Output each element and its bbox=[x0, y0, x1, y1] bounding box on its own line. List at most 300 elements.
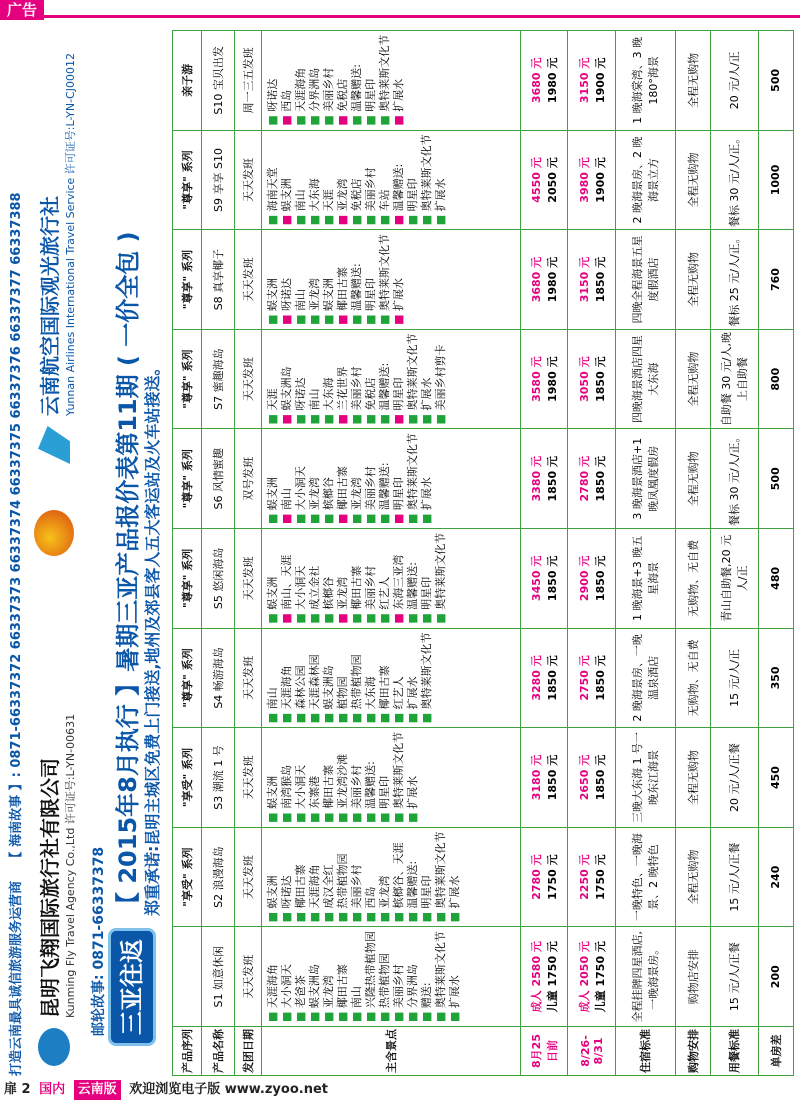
slogan-bar bbox=[4, 30, 30, 1076]
child-price: 1850 元 bbox=[593, 356, 607, 402]
meal-cell: 自助餐 30 元/人,晚上自助餐 bbox=[711, 329, 759, 429]
hotel-cell: 全程挂牌四星酒店,一晚海景房。 bbox=[615, 927, 675, 1027]
attraction-item: ■ 美丽乡村 bbox=[322, 35, 336, 126]
attraction-item: ■ 南山 bbox=[308, 334, 322, 425]
shop-cell: 全程无购物 bbox=[675, 31, 710, 131]
single-cell: 450 bbox=[758, 728, 793, 828]
meal-cell: 15 元/人/正餐 bbox=[711, 827, 759, 927]
attraction-item: ■ 蜈支洲 bbox=[266, 533, 280, 624]
row-label: 8/26-8/31 bbox=[568, 1027, 616, 1076]
attraction-item: ■ 美丽乡村剪卡 bbox=[434, 334, 448, 425]
attraction-item: ■ 温馨赠送: bbox=[378, 433, 392, 524]
series-cell: "尊享" 系列 bbox=[173, 230, 202, 330]
attraction-item: ■ 分界洲岛 bbox=[406, 931, 420, 1022]
attraction-item: ■ 美丽乡村 bbox=[392, 931, 406, 1022]
name-cell: S9 享享 S10 bbox=[201, 130, 234, 230]
child-price: 1850 元 bbox=[546, 555, 560, 602]
child-price: 1750 元 bbox=[546, 854, 560, 900]
adult-price: 3180 元 bbox=[530, 754, 544, 801]
row-label: 产品名称 bbox=[201, 1027, 234, 1076]
name-cell: S2 浪漫海岛 bbox=[201, 827, 234, 927]
route-badge: 三亚往返 bbox=[108, 928, 156, 1046]
date-cell: 天天发班 bbox=[235, 628, 262, 728]
series-cell: "尊享" 系列 bbox=[173, 130, 202, 230]
adult-price: 2250 元 bbox=[577, 854, 591, 900]
adult-price: 3680 元 bbox=[530, 256, 544, 303]
attraction-item: ■ 椰田古寨 bbox=[350, 533, 364, 624]
price-cell bbox=[568, 728, 616, 828]
child-price: 1850 元 bbox=[593, 256, 607, 303]
attraction-item: ■ 槟榔谷、天涯 bbox=[392, 832, 406, 923]
attraction-item: ■ 南山 bbox=[350, 931, 364, 1022]
hotel-cell: 一晚特色、一晚海景、2 晚特色 bbox=[615, 827, 675, 927]
shop-cell: 购物店安排 bbox=[675, 927, 710, 1027]
attraction-item: ■ 成汉全红 bbox=[322, 832, 336, 923]
attraction-item: ■ 椰田古寨 bbox=[336, 234, 350, 325]
adult-price: 成人 2050 元 bbox=[577, 941, 591, 1013]
attraction-item: ■ 呀诺达 bbox=[294, 334, 308, 425]
attraction-item: ■ 椰田古寨 bbox=[378, 633, 392, 724]
meal-cell: 餐标 30 元/人/正。 bbox=[711, 429, 759, 529]
row-label: 8月25日前 bbox=[520, 1027, 568, 1076]
hotel-cell: 2 晚海景房、2 晚海景立方 bbox=[615, 130, 675, 230]
attraction-item: ■ 奥特莱斯文化节 bbox=[434, 931, 448, 1022]
child-price: 1980 元 bbox=[546, 57, 560, 104]
child-price: 1850 元 bbox=[593, 655, 607, 701]
attraction-item: ■ 扩展水 bbox=[406, 732, 420, 823]
rotated-page bbox=[4, 30, 794, 1076]
attraction-item: ■ 南山、天涯 bbox=[280, 533, 294, 624]
attraction-item: ■ 赠送: bbox=[420, 931, 434, 1022]
table-row bbox=[261, 31, 520, 1076]
shop-cell: 全程无购物 bbox=[675, 130, 710, 230]
table-row bbox=[520, 31, 568, 1076]
adult-price: 3150 元 bbox=[577, 57, 591, 104]
child-price: 1850 元 bbox=[593, 754, 607, 801]
shop-cell: 无购物、无自费 bbox=[675, 628, 710, 728]
attraction-item: ■ 美丽乡村 bbox=[350, 732, 364, 823]
attraction-item: ■ 兴隆热带植物园 bbox=[364, 931, 378, 1022]
attraction-item: ■ 亚龙湾 bbox=[336, 533, 350, 624]
hotel-cell: 1 晚海景+3 晚五星海景 bbox=[615, 529, 675, 629]
attraction-item: ■ 明星印 bbox=[364, 35, 378, 126]
yunnan-airlines-logo-icon bbox=[38, 426, 70, 464]
attraction-item: ■ 奥特莱斯文化节 bbox=[406, 334, 420, 425]
attraction-item: ■ 蜈支洲岛 bbox=[280, 334, 294, 425]
attraction-item: ■ 大东海 bbox=[364, 633, 378, 724]
attraction-item: ■ 奥特莱斯文化节 bbox=[420, 633, 434, 724]
attraction-item: ■ 扩展水 bbox=[406, 633, 420, 724]
price-cell bbox=[568, 31, 616, 131]
attractions-cell bbox=[261, 230, 520, 330]
page-title: 【 2015年8月执行 】暑期三亚产品报价表第11期 ( 一价全包 ) bbox=[114, 231, 142, 916]
series-cell: 亲子游 bbox=[173, 31, 202, 131]
attraction-item: ■ 蜈支洲 bbox=[266, 234, 280, 325]
attraction-item: ■ 扩展水 bbox=[420, 433, 434, 524]
attraction-item: ■ 温馨赠送: bbox=[364, 732, 378, 823]
attraction-item: ■ 椰田古寨 bbox=[294, 832, 308, 923]
attraction-item: ■ 美丽乡村 bbox=[364, 135, 378, 226]
series-cell: "尊享" 系列 bbox=[173, 429, 202, 529]
attractions-cell bbox=[261, 728, 520, 828]
price-cell bbox=[520, 31, 568, 131]
header bbox=[4, 30, 169, 1076]
shop-cell: 全程无购物 bbox=[675, 827, 710, 927]
attraction-item: ■ 明星印 bbox=[378, 732, 392, 823]
attraction-item: ■ 温馨赠送: bbox=[378, 334, 392, 425]
attraction-item: ■ 槟榔谷 bbox=[322, 533, 336, 624]
name-cell: S8 真享椰子 bbox=[201, 230, 234, 330]
hotel-cell: 1 晚海棠湾、3 晚 180°海景 bbox=[615, 31, 675, 131]
attraction-item: ■ 呀诺达 bbox=[280, 234, 294, 325]
attraction-item: ■ 亚龙湾 bbox=[336, 135, 350, 226]
attraction-item: ■ 温馨赠送: bbox=[350, 234, 364, 325]
attraction-item: ■ 免税店 bbox=[350, 135, 364, 226]
attraction-item: ■ 明星印 bbox=[364, 234, 378, 325]
adult-price: 3150 元 bbox=[577, 256, 591, 303]
attractions-cell bbox=[261, 429, 520, 529]
child-price: 1900 元 bbox=[593, 157, 607, 203]
attraction-item: ■ 天涯海角 bbox=[266, 931, 280, 1022]
attraction-item: ■ 奥特莱斯文化节 bbox=[434, 533, 448, 624]
attraction-item: ■ 热带植物园 bbox=[378, 931, 392, 1022]
hotel-cell: 2 晚海景房、一晚温泉酒店 bbox=[615, 628, 675, 728]
attraction-item: ■ 天涯森林园 bbox=[308, 633, 322, 724]
attraction-item: ■ 老爸茶 bbox=[294, 931, 308, 1022]
name-cell: S5 悠闲海岛 bbox=[201, 529, 234, 629]
attraction-item: ■ 东寨港 bbox=[308, 732, 322, 823]
footer bbox=[0, 1080, 800, 1100]
name-cell: S7 蜜趣海岛 bbox=[201, 329, 234, 429]
single-cell: 480 bbox=[758, 529, 793, 629]
attraction-item: ■ 成立金社 bbox=[308, 533, 322, 624]
child-price: 1850 元 bbox=[546, 754, 560, 801]
meal-cell: 15 元/人/正 bbox=[711, 628, 759, 728]
series-cell: "尊享" 系列 bbox=[173, 329, 202, 429]
cruise-tel: 邮轮故事: 0871-66337378 bbox=[91, 846, 107, 1036]
attraction-item: ■ 热带植物园 bbox=[350, 633, 364, 724]
price-cell bbox=[520, 827, 568, 927]
attraction-item: ■ 大小洞天 bbox=[294, 732, 308, 823]
attraction-item: ■ 免税店 bbox=[364, 334, 378, 425]
child-price: 1850 元 bbox=[546, 655, 560, 701]
price-cell bbox=[520, 429, 568, 529]
edition-label: 云南版 bbox=[74, 1080, 121, 1100]
table-row bbox=[568, 31, 616, 1076]
series-cell: "尊享" 系列 bbox=[173, 529, 202, 629]
price-cell bbox=[520, 230, 568, 330]
row-label: 购物安排 bbox=[675, 1027, 710, 1076]
date-cell: 天天发班 bbox=[235, 130, 262, 230]
attraction-item: ■ 亚龙湾 bbox=[378, 832, 392, 923]
row-label: 用餐标准 bbox=[711, 1027, 759, 1076]
table-row bbox=[675, 31, 710, 1076]
row-label: 产品序列 bbox=[173, 1027, 202, 1076]
attraction-item: ■ 植物园 bbox=[336, 633, 350, 724]
name-cell: S4 畅游海岛 bbox=[201, 628, 234, 728]
hotel-cell: 三晚大东海 1 号一晚东江海景 bbox=[615, 728, 675, 828]
adult-price: 2650 元 bbox=[577, 754, 591, 801]
row-label: 主含景点 bbox=[261, 1027, 520, 1076]
adult-price: 4550 元 bbox=[530, 157, 544, 203]
attraction-item: ■ 亚龙湾 bbox=[308, 234, 322, 325]
ad-tag: 广告 bbox=[0, 0, 44, 20]
meal-cell: 15 元/人/正餐 bbox=[711, 927, 759, 1027]
attraction-item: ■ 扩展水 bbox=[392, 35, 406, 126]
attraction-item: ■ 椰田古寨 bbox=[322, 732, 336, 823]
table-row bbox=[235, 31, 262, 1076]
attraction-item: ■ 红艺人 bbox=[378, 533, 392, 624]
kunming-company-en: Kunming Fly Travel Agency Co.,Ltd 许可证号:L-YN-00631 bbox=[64, 713, 77, 1018]
attractions-cell bbox=[261, 827, 520, 927]
attraction-item: ■ 亚龙湾 bbox=[350, 433, 364, 524]
attractions-cell bbox=[261, 329, 520, 429]
single-cell: 500 bbox=[758, 31, 793, 131]
attraction-item: ■ 明星印 bbox=[406, 135, 420, 226]
attraction-item: ■ 南湾猴岛 bbox=[280, 732, 294, 823]
attraction-item: ■ 分界洲岛 bbox=[308, 35, 322, 126]
price-cell bbox=[520, 329, 568, 429]
attraction-item: ■ 扩展水 bbox=[392, 234, 406, 325]
slogan: 打造云南最具诚信旅游服务运营商 bbox=[9, 880, 24, 1076]
adult-price: 3380 元 bbox=[530, 456, 544, 502]
attraction-item: ■ 车站 bbox=[378, 135, 392, 226]
mascot-icon bbox=[34, 510, 74, 556]
shop-cell: 全程无购物 bbox=[675, 329, 710, 429]
attraction-item: ■ 天涯海角 bbox=[294, 35, 308, 126]
attraction-item: ■ 温馨赠送: bbox=[392, 135, 406, 226]
table-row bbox=[711, 31, 759, 1076]
shop-cell: 全程无购物 bbox=[675, 429, 710, 529]
adult-price: 2780 元 bbox=[577, 456, 591, 502]
attraction-item: ■ 西岛 bbox=[280, 35, 294, 126]
attraction-item: ■ 明星印 bbox=[420, 832, 434, 923]
attraction-item: ■ 扩展水 bbox=[434, 135, 448, 226]
table-row bbox=[615, 31, 675, 1076]
attraction-item: ■ 东海三亚湾 bbox=[392, 533, 406, 624]
date-cell: 天天发班 bbox=[235, 827, 262, 927]
web-link[interactable]: 欢迎浏览电子版 www.zyoo.net bbox=[129, 1082, 328, 1097]
attraction-item: ■ 亚龙湾沙滩 bbox=[336, 732, 350, 823]
attraction-item: ■ 奥特莱斯文化节 bbox=[434, 832, 448, 923]
yunnan-company-name: 云南航空国际观光旅行社 bbox=[38, 196, 62, 416]
date-cell: 天天发班 bbox=[235, 927, 262, 1027]
attraction-item: ■ 大小洞天 bbox=[294, 433, 308, 524]
attraction-item: ■ 呀诺达 bbox=[266, 35, 280, 126]
attraction-item: ■ 红艺人 bbox=[392, 633, 406, 724]
child-price: 1850 元 bbox=[546, 456, 560, 502]
attraction-item: ■ 亚龙湾 bbox=[322, 931, 336, 1022]
meal-cell: 餐标 30 元/人/正。 bbox=[711, 130, 759, 230]
date-cell: 天天发班 bbox=[235, 728, 262, 828]
meal-cell: 餐标 25 元/人/正。 bbox=[711, 230, 759, 330]
child-price: 1850 元 bbox=[593, 456, 607, 502]
attraction-item: ■ 森林公园 bbox=[294, 633, 308, 724]
attraction-item: ■ 明星印 bbox=[392, 433, 406, 524]
attraction-item: ■ 温馨赠送: bbox=[406, 533, 420, 624]
price-cell bbox=[568, 130, 616, 230]
row-label: 发团日期 bbox=[235, 1027, 262, 1076]
price-table bbox=[172, 30, 794, 1076]
attraction-item: ■ 扩展水 bbox=[420, 334, 434, 425]
price-cell bbox=[568, 628, 616, 728]
attraction-item: ■ 奥特莱斯文化节 bbox=[378, 35, 392, 126]
single-cell: 1000 bbox=[758, 130, 793, 230]
shop-cell: 无购物、无自费 bbox=[675, 529, 710, 629]
child-price: 1750 元 bbox=[593, 854, 607, 900]
attraction-item: ■ 兰花世界 bbox=[336, 334, 350, 425]
adult-price: 3280 元 bbox=[530, 655, 544, 701]
series-cell: "享受" 系列 bbox=[173, 728, 202, 828]
price-cell bbox=[568, 927, 616, 1027]
table-row bbox=[173, 31, 202, 1076]
price-cell bbox=[568, 429, 616, 529]
kunming-company-name: 昆明飞翔国际旅行社有限公司 bbox=[38, 758, 62, 1018]
name-cell: S3 潮流 1 号 bbox=[201, 728, 234, 828]
attraction-item: ■ 大小洞天 bbox=[294, 533, 308, 624]
series-cell bbox=[173, 927, 202, 1027]
name-cell: S1 如意休闲 bbox=[201, 927, 234, 1027]
attraction-item: ■ 亚龙湾 bbox=[308, 433, 322, 524]
date-cell: 双号发班 bbox=[235, 429, 262, 529]
price-cell bbox=[520, 130, 568, 230]
attraction-item: ■ 美丽乡村 bbox=[364, 433, 378, 524]
attractions-cell bbox=[261, 529, 520, 629]
hotline: 【 海南故事 】: 0871-66337372 66337373 66337374 66337375 66337376 66337377 66337388 bbox=[9, 192, 24, 865]
attraction-item: ■ 蜈支洲 bbox=[280, 135, 294, 226]
row-label: 住宿标准 bbox=[615, 1027, 675, 1076]
single-cell: 240 bbox=[758, 827, 793, 927]
single-cell: 800 bbox=[758, 329, 793, 429]
banner-rule bbox=[44, 15, 800, 18]
yunnan-company-en: Yunnan Airlines International Travel Service 许可证号:L-YN-CJ00012 bbox=[64, 53, 77, 416]
attraction-item: ■ 扩展水 bbox=[448, 931, 462, 1022]
attractions-cell bbox=[261, 130, 520, 230]
attraction-item: ■ 大东海 bbox=[322, 334, 336, 425]
child-price: 2050 元 bbox=[546, 157, 560, 203]
adult-price: 3050 元 bbox=[577, 356, 591, 402]
attraction-item: ■ 奥特莱斯文化节 bbox=[378, 234, 392, 325]
attraction-item: ■ 温馨赠送: bbox=[350, 35, 364, 126]
price-cell bbox=[568, 329, 616, 429]
phone-line bbox=[88, 833, 108, 1036]
attraction-item: ■ 蜈支洲 bbox=[266, 433, 280, 524]
attraction-item: ■ 奥特莱斯文化节 bbox=[420, 135, 434, 226]
attraction-item: ■ 蜈支洲岛 bbox=[322, 633, 336, 724]
attraction-item: ■ 热带植物园 bbox=[336, 832, 350, 923]
shop-cell: 全程无购物 bbox=[675, 230, 710, 330]
attraction-item: ■ 奥特莱斯文化节 bbox=[406, 433, 420, 524]
date-cell: 周一三五发班 bbox=[235, 31, 262, 131]
single-cell: 200 bbox=[758, 927, 793, 1027]
single-cell: 500 bbox=[758, 429, 793, 529]
attraction-item: ■ 西岛 bbox=[364, 832, 378, 923]
series-cell: "尊享" 系列 bbox=[173, 628, 202, 728]
table-row bbox=[201, 31, 234, 1076]
attraction-item: ■ 奥特莱斯文化节 bbox=[392, 732, 406, 823]
attraction-item: ■ 免税店 bbox=[336, 35, 350, 126]
child-price: 儿童 1750 元 bbox=[593, 941, 607, 1013]
price-cell bbox=[520, 628, 568, 728]
attractions-cell bbox=[261, 628, 520, 728]
adult-price: 2900 元 bbox=[577, 555, 591, 602]
meal-cell: 青山自助餐,20 元人/正 bbox=[711, 529, 759, 629]
attraction-item: ■ 大小洞天 bbox=[280, 931, 294, 1022]
attractions-cell bbox=[261, 31, 520, 131]
kunming-logo-icon bbox=[38, 1028, 70, 1066]
attraction-item: ■ 南山 bbox=[266, 633, 280, 724]
adult-price: 3580 元 bbox=[530, 356, 544, 402]
child-price: 1900 元 bbox=[593, 57, 607, 104]
table-row bbox=[758, 31, 793, 1076]
adult-price: 3980 元 bbox=[577, 157, 591, 203]
series-cell: "享受" 系列 bbox=[173, 827, 202, 927]
attraction-item: ■ 天涯海角 bbox=[308, 832, 322, 923]
attraction-item: ■ 明星印 bbox=[392, 334, 406, 425]
page-number: 扉 2 bbox=[4, 1082, 31, 1097]
attraction-item: ■ 温馨赠送: bbox=[406, 832, 420, 923]
name-cell: S6 风情蜜趣 bbox=[201, 429, 234, 529]
date-cell: 天天发班 bbox=[235, 329, 262, 429]
adult-price: 成人 2580 元 bbox=[530, 941, 544, 1013]
attractions-cell bbox=[261, 927, 520, 1027]
date-cell: 天天发班 bbox=[235, 529, 262, 629]
price-cell bbox=[520, 927, 568, 1027]
attraction-item: ■ 南山 bbox=[294, 234, 308, 325]
attraction-item: ■ 天涯海角 bbox=[280, 633, 294, 724]
single-cell: 760 bbox=[758, 230, 793, 330]
attraction-item: ■ 海南天堂 bbox=[266, 135, 280, 226]
attraction-item: ■ 大东海 bbox=[308, 135, 322, 226]
date-cell: 天天发班 bbox=[235, 230, 262, 330]
adult-price: 3680 元 bbox=[530, 57, 544, 104]
adult-price: 2780 元 bbox=[530, 854, 544, 900]
row-label: 单房差 bbox=[758, 1027, 793, 1076]
price-cell bbox=[520, 529, 568, 629]
meal-cell: 20 元/人/正餐 bbox=[711, 728, 759, 828]
attraction-item: ■ 美丽乡村 bbox=[350, 832, 364, 923]
single-cell: 350 bbox=[758, 628, 793, 728]
child-price: 1980 元 bbox=[546, 356, 560, 402]
attraction-item: ■ 美丽乡村 bbox=[364, 533, 378, 624]
attraction-item: ■ 椰田古寨 bbox=[336, 931, 350, 1022]
price-cell bbox=[568, 827, 616, 927]
attraction-item: ■ 美丽乡村 bbox=[350, 334, 364, 425]
section-label: 国内 bbox=[39, 1082, 66, 1097]
attraction-item: ■ 椰田古寨 bbox=[336, 433, 350, 524]
promise-line: 郑重承诺:昆明主城区免费上门接送,地州及郊县客人五大客运站及火车站接送。 bbox=[143, 359, 162, 916]
top-banner bbox=[0, 0, 800, 20]
adult-price: 3450 元 bbox=[530, 555, 544, 602]
attraction-item: ■ 天涯 bbox=[322, 135, 336, 226]
attraction-item: ■ 明星印 bbox=[420, 533, 434, 624]
attraction-item: ■ 南山 bbox=[294, 135, 308, 226]
attraction-item: ■ 蜈支洲 bbox=[322, 234, 336, 325]
child-price: 1850 元 bbox=[593, 555, 607, 602]
attraction-item: ■ 槟榔谷 bbox=[322, 433, 336, 524]
attraction-item: ■ 蜈支洲 bbox=[266, 732, 280, 823]
price-cell bbox=[520, 728, 568, 828]
shop-cell: 全程无购物 bbox=[675, 728, 710, 828]
meal-cell: 20 元/人/正 bbox=[711, 31, 759, 131]
price-cell bbox=[568, 230, 616, 330]
hotel-cell: 3 晚海景酒店+1 晚凤凰度假房 bbox=[615, 429, 675, 529]
child-price: 1980 元 bbox=[546, 256, 560, 303]
attraction-item: ■ 呀诺达 bbox=[280, 832, 294, 923]
name-cell: S10 宝贝出发 bbox=[201, 31, 234, 131]
hotel-cell: 四晚全程海景五星度假酒店 bbox=[615, 230, 675, 330]
attraction-item: ■ 扩展水 bbox=[448, 832, 462, 923]
